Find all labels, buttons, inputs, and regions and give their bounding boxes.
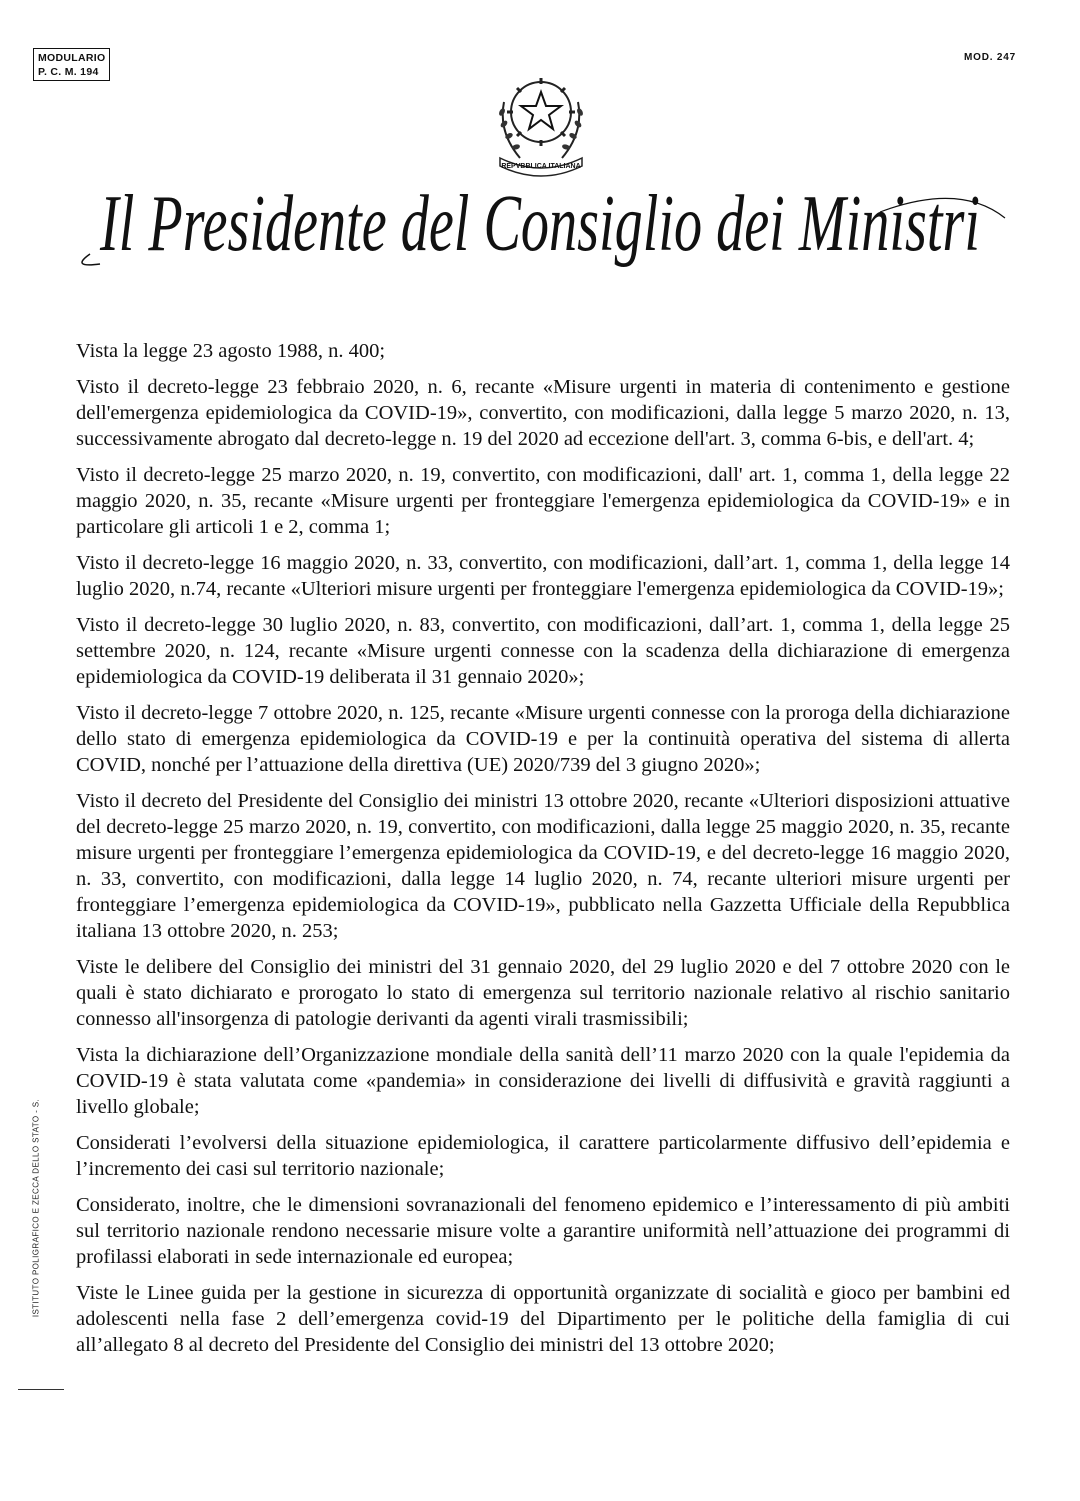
margin-rule: [18, 1389, 64, 1390]
paragraph: Visto il decreto-legge 7 ottobre 2020, n. 125, recante «Misure urgenti connesse con la proroga della dichiarazione dello stato di emergenza epidemiologica da COVID-19 e per la continuità operativa del sistema di allerta COVID, nonché per l’attuazione della direttiva (UE) 2020/739 del 3 giugno 2020»;: [76, 702, 1010, 776]
paragraph: Visto il decreto-legge 25 marzo 2020, n. 19, convertito, con modificazioni, dall' art. 1, comma 1, della legge 22 maggio 2020, n. 35, recante «Misure urgenti per fronteggiare l'emergenza epidemiologica da COVID-19» e in particolare gli articoli 1 e 2, comma 1;: [76, 464, 1010, 538]
emblem-ribbon-text: REPVBBLICA ITALIANA: [501, 163, 581, 170]
form-code: MOD. 247: [964, 52, 1016, 63]
paragraph: Considerato, inoltre, che le dimensioni sovranazionali del fenomeno epidemico e l’interessamento di più ambiti sul territorio nazionale rendono necessarie misure volte a garantire uniformità nell’attuazione dei programmi di profilassi elaborati in sede internazionale ed europea;: [76, 1194, 1010, 1268]
paragraph: Visto il decreto-legge 30 luglio 2020, n. 83, convertito, con modificazioni, dall’art. 1, comma 1, della legge 25 settembre 2020, n. 124, recante «Misure urgenti connesse con la scadenza della dichiarazione di emergenza epidemiologica da COVID-19 deliberata il 31 gennaio 2020»;: [76, 614, 1010, 688]
modulario-line-2: P. C. M. 194: [38, 66, 99, 78]
script-title-text: Il Presidente del Consiglio dei Ministri: [99, 180, 981, 268]
emblem-of-italy: [490, 62, 592, 178]
paragraph: Viste le delibere del Consiglio dei ministri del 31 gennaio 2020, del 29 luglio 2020 e del 7 ottobre 2020 con le quali è stato dichiarato e prorogato lo stato di emergenza sul territorio nazionale relativo al rischio sanitario connesso all'insorgenza di patologie derivanti da agenti virali trasmissibili;: [76, 956, 1010, 1030]
paragraph: Visto il decreto del Presidente del Consiglio dei ministri 13 ottobre 2020, recante «Ulteriori disposizioni attuative del decreto-legge 25 marzo 2020, n. 19, convertito, con modificazioni, dalla legge 25 maggio 2020, n. 35, recante misure urgenti per fronteggiare l’emergenza epidemiologica da COVID-19, e del decreto-legge 16 maggio 2020, n. 33, convertito, con modificazioni, dalla legge 14 luglio 2020, n. 74, recante ulteriori misure urgenti per fronteggiare l’emergenza epidemiologica da COVID-19», pubblicato nella Gazzetta Ufficiale della Repubblica italiana 13 ottobre 2020, n. 253;: [76, 790, 1010, 942]
paragraph: Visto il decreto-legge 16 maggio 2020, n. 33, convertito, con modificazioni, dall’art. 1, comma 1, della legge 14 luglio 2020, n.74, recante «Ulteriori misure urgenti per fronteggiare l'emergenza epidemiologica da COVID-19»;: [76, 552, 1010, 600]
modulario-box: [33, 48, 110, 81]
paragraph: Vista la legge 23 agosto 1988, n. 400;: [76, 340, 386, 362]
printer-note-text: ISTITUTO POLIGRAFICO E ZECCA DELLO STATO - S.: [31, 1098, 41, 1318]
paragraph: Considerati l’evolversi della situazione epidemiologica, il carattere particolarmente diffusivo dell’epidemia e l’incremento dei casi sul territorio nazionale;: [76, 1132, 1010, 1180]
paragraph: Vista la dichiarazione dell’Organizzazione mondiale della sanità dell’11 marzo 2020 con la quale l'epidemia da COVID-19 è stata valutata come «pandemia» in considerazione dei livelli di diffusività e gravità raggiunti a livello globale;: [76, 1044, 1010, 1118]
printer-margin-note: [26, 1088, 46, 1328]
paragraph: Visto il decreto-legge 23 febbraio 2020, n. 6, recante «Misure urgenti in materia di contenimento e gestione dell'emergenza epidemiologica da COVID-19», convertito, con modificazioni, dalla legge 5 marzo 2020, n. 13, successivamente abrogato dal decreto-legge n. 19 del 2020 ad eccezione dell'art. 3, comma 6-bis, e dell'art. 4;: [76, 376, 1010, 450]
modulario-line-1: MODULARIO: [38, 52, 106, 64]
paragraph: Viste le Linee guida per la gestione in sicurezza di opportunità organizzate di socialità e gioco per bambini ed adolescenti nella fase 2 dell’emergenza covid-19 del Dipartimento per le politiche della famiglia di cui all’allegato 8 al decreto del Presidente del Consiglio dei ministri del 13 ottobre 2020;: [76, 1282, 1010, 1356]
script-title: [60, 172, 1020, 302]
document-body: [76, 338, 1010, 1368]
